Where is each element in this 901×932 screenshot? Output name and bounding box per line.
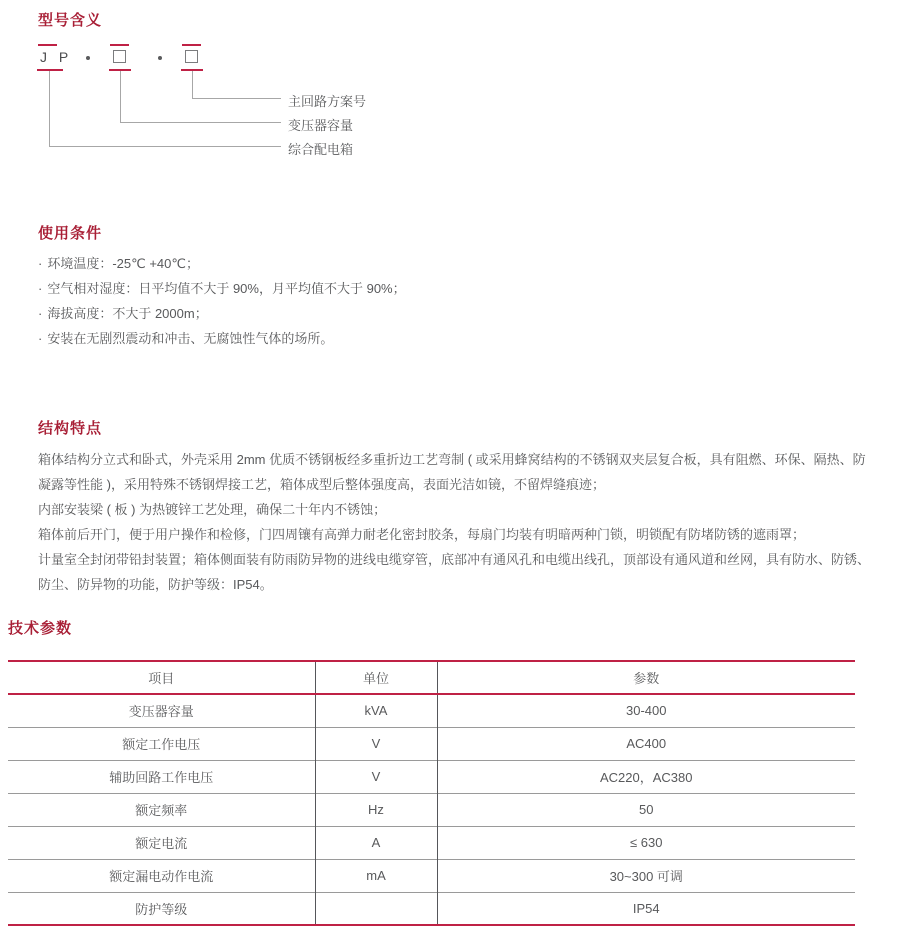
usage-item xyxy=(38,280,406,298)
usage-item-text: 环境温度：-25℃ +40℃； xyxy=(47,256,199,271)
bullet-icon: · xyxy=(38,256,43,271)
red-tick-top-3 xyxy=(182,44,201,46)
cell-parameter: AC220，AC380 xyxy=(437,760,855,793)
structure-features-heading: 结构特点 xyxy=(38,420,103,437)
cell-parameter: 50 xyxy=(437,793,855,826)
connector-line xyxy=(120,122,281,123)
usage-conditions-heading: 使用条件 xyxy=(38,225,103,242)
bullet-icon: · xyxy=(38,331,43,346)
usage-item xyxy=(38,305,406,323)
separator-dot-icon xyxy=(86,56,90,60)
structure-paragraph: 箱体结构分立式和卧式，外壳采用 2mm 优质不锈钢板经多重折边工艺弯制 ( 或采用蜂窝结构的不锈钢双夹层复合板，具有阻燃、环保、隔热、防凝露等性能 )，采用特殊不锈钢焊接工艺，箱体成型后整体强度高，表面光洁如镜，不留焊缝痕迹； xyxy=(38,452,866,492)
label-main-circuit-scheme: 主回路方案号 xyxy=(288,94,367,109)
cell-item: 额定工作电压 xyxy=(122,737,201,752)
red-tick-top-1 xyxy=(38,44,57,46)
model-code-prefix: J P xyxy=(40,49,73,65)
cell-item: 辅助回路工作电压 xyxy=(109,770,214,785)
cell-unit xyxy=(315,892,437,925)
label-distribution-box: 综合配电箱 xyxy=(288,142,354,157)
cell-item: 变压器容量 xyxy=(128,704,194,720)
column-header-item: 项目 xyxy=(148,671,175,686)
cell-unit: V xyxy=(315,760,437,793)
cell-item: 额定电流 xyxy=(135,836,188,851)
connector-line xyxy=(120,71,121,123)
structure-paragraph: 计量室全封闭带铅封装置；箱体侧面装有防雨防异物的进线电缆穿管，底部冲有通风孔和电缆出线孔，顶部设有通风道和丝网，具有防水、防锈、防尘、防异物的功能，防护等级：IP54。 xyxy=(38,552,871,592)
table-row xyxy=(8,892,855,925)
cell-unit: kVA xyxy=(315,694,437,727)
cell-parameter: 30~300 可调 xyxy=(437,859,855,892)
cell-parameter: 30-400 xyxy=(437,694,855,727)
connector-line xyxy=(49,71,50,147)
connector-line xyxy=(192,71,193,99)
table-row xyxy=(8,694,855,727)
cell-unit: A xyxy=(315,826,437,859)
usage-item xyxy=(38,330,406,348)
bullet-icon: · xyxy=(38,306,43,321)
technical-parameters-heading: 技术参数 xyxy=(8,620,73,637)
column-header-parameter: 参数 xyxy=(437,661,855,694)
label-transformer-capacity: 变压器容量 xyxy=(288,118,354,133)
model-meaning-heading: 型号含义 xyxy=(38,12,103,29)
usage-item-text: 空气相对湿度：日平均值不大于 90%，月平均值不大于 90%； xyxy=(47,281,406,296)
table-row xyxy=(8,859,855,892)
structure-paragraph: 箱体前后开门，便于用户操作和检修，门四周镶有高弹力耐老化密封胶条，每扇门均装有明暗两种门锁，明锁配有防堵防锈的遮雨罩； xyxy=(38,527,806,542)
separator-dot-icon xyxy=(158,56,162,60)
connector-line xyxy=(49,146,281,147)
cell-unit: V xyxy=(315,727,437,760)
cell-parameter: IP54 xyxy=(437,892,855,925)
cell-item: 额定漏电动作电流 xyxy=(109,869,214,884)
cell-parameter: ≤ 630 xyxy=(437,826,855,859)
cell-unit: Hz xyxy=(315,793,437,826)
structure-paragraph: 内部安装梁 ( 板 ) 为热镀锌工艺处理，确保二十年内不锈蚀； xyxy=(38,502,387,517)
usage-conditions-list xyxy=(38,255,406,355)
red-tick-bottom-1 xyxy=(37,69,63,71)
table-row xyxy=(8,793,855,826)
model-box-capacity xyxy=(113,50,126,63)
usage-item-text: 安装在无剧烈震动和冲击、无腐蚀性气体的场所。 xyxy=(47,331,334,346)
table-row xyxy=(8,760,855,793)
model-box-scheme xyxy=(185,50,198,63)
red-tick-top-2 xyxy=(110,44,129,46)
bullet-icon: · xyxy=(38,281,43,296)
cell-item: 额定频率 xyxy=(135,803,188,818)
cell-unit: mA xyxy=(315,859,437,892)
usage-item xyxy=(38,255,406,273)
column-header-unit: 单位 xyxy=(315,661,437,694)
cell-parameter: AC400 xyxy=(437,727,855,760)
usage-item-text: 海拔高度：不大于 2000m； xyxy=(47,306,208,321)
structure-features-text xyxy=(38,447,871,597)
connector-line xyxy=(192,98,281,99)
table-header-row xyxy=(8,661,855,694)
table-row xyxy=(8,826,855,859)
technical-parameters-table xyxy=(8,660,855,926)
table-row xyxy=(8,727,855,760)
cell-item: 防护等级 xyxy=(135,901,188,917)
